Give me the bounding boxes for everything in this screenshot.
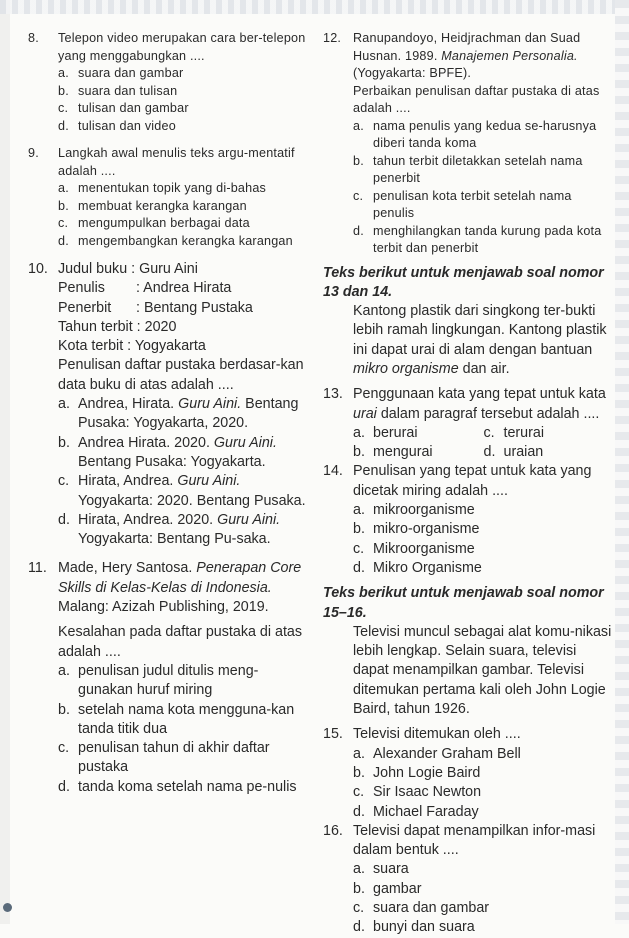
option[interactable]: b. Andrea Hirata. 2020. Guru Aini. Bentang Pusaka: Yogyakarta. — [58, 434, 277, 470]
question-10: 10. Judul buku : Guru Aini Penulis : Andrea Hirata Penerbit : Bentang Pustaka Tahun terbit : 2020 Kota terbit : Yogyakarta Penulisan daftar pustaka berdasar-kan data buku di atas adalah .... a. Andrea, Hirata. Guru Aini. Bentang Pusaka: Yogyakarta, 2020. b. Andrea Hirata. 2020. Guru Aini. Bentang Pusaka: Yogyakarta. c. Hirata, Andrea. Guru Aini. Yogyakarta: 2020. Bentang Pusaka. d. Hirata, Andrea. 2020. Guru Aini. Yogyakarta: Bentang Pu-saka. — [28, 260, 310, 549]
option[interactable]: b. suara dan tulisan — [58, 83, 178, 98]
option-letter[interactable]: c. — [483, 424, 495, 441]
option[interactable]: berurai — [373, 424, 418, 441]
option[interactable]: c. penulisan tahun di akhir daftar pustaka — [58, 740, 270, 776]
option[interactable]: b. tahun terbit diletakkan setelah nama penerbit — [353, 153, 583, 185]
question-number: 13. — [323, 386, 343, 403]
question-8 — [28, 30, 310, 135]
question-text: Televisi ditemukan oleh .... — [353, 726, 521, 743]
option[interactable]: b. membuat kerangka karangan — [58, 198, 247, 213]
question-text: Telepon video merupakan cara ber-telepon yang menggabungkan .... — [58, 31, 306, 63]
option[interactable]: d. Hirata, Andrea. 2020. Guru Aini. Yogyakarta: Bentang Pu-saka. — [58, 511, 281, 548]
question-text: Langkah awal menulis teks argu-mentatif adalah .... — [58, 146, 295, 178]
question-14 — [323, 462, 614, 578]
passage-text: Televisi muncul sebagai alat komu-nikasi lebih lengkap. Selain suara, televisi dapat menampilkan gambar. Televisi ditemukan pertama kali oleh John Logie Baird, tahun 1926. — [353, 623, 612, 718]
question-number: 14. — [323, 463, 343, 480]
question-text: Perbaikan penulisan daftar pustaka di atas adalah .... — [353, 83, 600, 115]
option[interactable]: mengurai — [373, 444, 433, 461]
option[interactable]: c. Hirata, Andrea. Guru Aini. Yogyakarta: 2020. Bentang Pusaka. — [58, 473, 306, 509]
question-number: 10. — [28, 261, 48, 277]
page-edge-top — [0, 0, 629, 14]
option[interactable]: b. John Logie Baird — [353, 764, 481, 781]
option[interactable]: d. tulisan dan video — [58, 118, 176, 133]
question-11: 11. Made, Hery Santosa. Penerapan Core Skills di Kelas-Kelas di Indonesia. Malang: Azizah Publishing, 2019. Kesalahan pada daftar pustaka di atas adalah .... a. penulisan judul ditulis meng-gunakan huruf miring b. setelah nama kota mengguna-kan tanda titik dua c. penulisan tahun di akhir daftar pustaka d. tanda koma setelah nama pe-nulis — [28, 559, 310, 797]
book-city: Kota terbit : Yogyakarta — [58, 338, 206, 355]
question-number: 8. — [28, 31, 39, 45]
option[interactable]: c. tulisan dan gambar — [58, 101, 189, 115]
binding-hole-dot — [3, 903, 12, 912]
passage-heading: Teks berikut untuk menjawab soal nomor 13 dan 14. — [323, 264, 604, 300]
question-15 — [323, 725, 614, 821]
option[interactable]: c. Sir Isaac Newton — [353, 784, 482, 801]
option-letter[interactable]: d. — [483, 444, 496, 461]
option[interactable]: a. Alexander Graham Bell — [353, 745, 521, 762]
option[interactable]: a. menentukan topik yang di-bahas — [58, 181, 267, 195]
option[interactable]: a. suara — [353, 861, 409, 878]
option-grid — [353, 424, 614, 463]
option[interactable]: a. penulisan judul ditulis meng-gunakan huruf miring — [58, 662, 259, 699]
option[interactable]: d. mengembangkan kerangka karangan — [58, 233, 293, 248]
book-year: Tahun terbit : 2020 — [58, 318, 177, 335]
option[interactable]: b. gambar — [353, 880, 422, 897]
option[interactable]: d. menghilangkan tanda kurung pada kota terbit dan penerbit — [353, 223, 602, 255]
option[interactable]: a. suara dan gambar — [58, 66, 184, 80]
page-edge-left — [0, 0, 10, 924]
option[interactable]: c. penulisan kota terbit setelah nama penulis — [353, 188, 572, 220]
option[interactable]: a. mikroorganisme — [353, 502, 475, 519]
passage-text: Kantong plastik dari singkong ter-bukti lebih ramah lingkungan. Kantong plastik ini dapat urai di alam dengan bantuan mikro organisme dan air. — [353, 303, 607, 377]
question-text: Televisi dapat menampilkan infor-masi dalam bentuk .... — [353, 822, 596, 859]
passage-heading: Teks berikut untuk menjawab soal nomor 15–16. — [323, 585, 604, 621]
question-9 — [28, 145, 310, 250]
option[interactable]: d. Mikro Organisme — [353, 559, 482, 576]
option[interactable]: a. Andrea, Hirata. Guru Aini. Bentang Pusaka: Yogyakarta, 2020. — [58, 396, 299, 432]
option-letter[interactable]: b. — [353, 444, 365, 461]
page-edge-right — [615, 0, 629, 924]
right-column — [323, 30, 614, 938]
option[interactable]: c. Mikroorganisme — [353, 540, 475, 557]
option[interactable]: b. mikro-organisme — [353, 521, 480, 538]
question-13: 13. Penggunaan kata yang tepat untuk kata urai dalam paragraf tersebut adalah .... a. berurai c. terurai b. mengurai d. uraian — [323, 385, 614, 462]
question-number: 15. — [323, 726, 343, 743]
question-text: Kesalahan pada daftar pustaka di atas adalah .... — [58, 624, 303, 660]
option[interactable]: uraian — [503, 444, 544, 461]
book-meta-row: Penulis : Andrea Hirata — [58, 280, 232, 297]
question-number: 12. — [323, 31, 342, 45]
option[interactable]: b. setelah nama kota mengguna-kan tanda titik dua — [58, 701, 295, 737]
option-letter[interactable]: a. — [353, 424, 365, 441]
question-number: 9. — [28, 146, 39, 160]
book-meta-row: Penerbit : Bentang Pustaka — [58, 299, 253, 316]
option[interactable]: d. bunyi dan suara — [353, 919, 475, 936]
question-12: 12. Ranupandoyo, Heidjrachman dan Suad Husnan. 1989. Manajemen Personalia. (Yogyakarta: BPFE). Perbaikan penulisan daftar pustaka di atas adalah .... a. nama penulis yang kedua se-harusnya diberi tanda koma b. tahun terbit diletakkan setelah nama penerbit c. penulisan kota terbit setelah nama penulis d. menghilangkan tanda kurung pada kota terbit dan penerbit — [323, 30, 614, 258]
option[interactable]: c. suara dan gambar — [353, 900, 490, 916]
option[interactable]: d. Michael Faraday — [353, 803, 479, 820]
option[interactable]: terurai — [503, 424, 545, 441]
question-number: 16. — [323, 822, 343, 839]
option[interactable]: c. mengumpulkan berbagai data — [58, 216, 250, 230]
left-column — [28, 30, 310, 797]
question-16 — [323, 822, 614, 938]
question-text: Penulisan daftar pustaka berdasar-kan data buku di atas adalah .... — [58, 357, 304, 393]
option[interactable]: d. tanda koma setelah nama pe-nulis — [58, 778, 297, 795]
question-text: Penulisan yang tepat untuk kata yang dicetak miring adalah .... — [353, 463, 592, 499]
option[interactable]: a. nama penulis yang kedua se-harusnya diberi tanda koma — [353, 118, 597, 150]
question-number: 11. — [28, 560, 47, 577]
